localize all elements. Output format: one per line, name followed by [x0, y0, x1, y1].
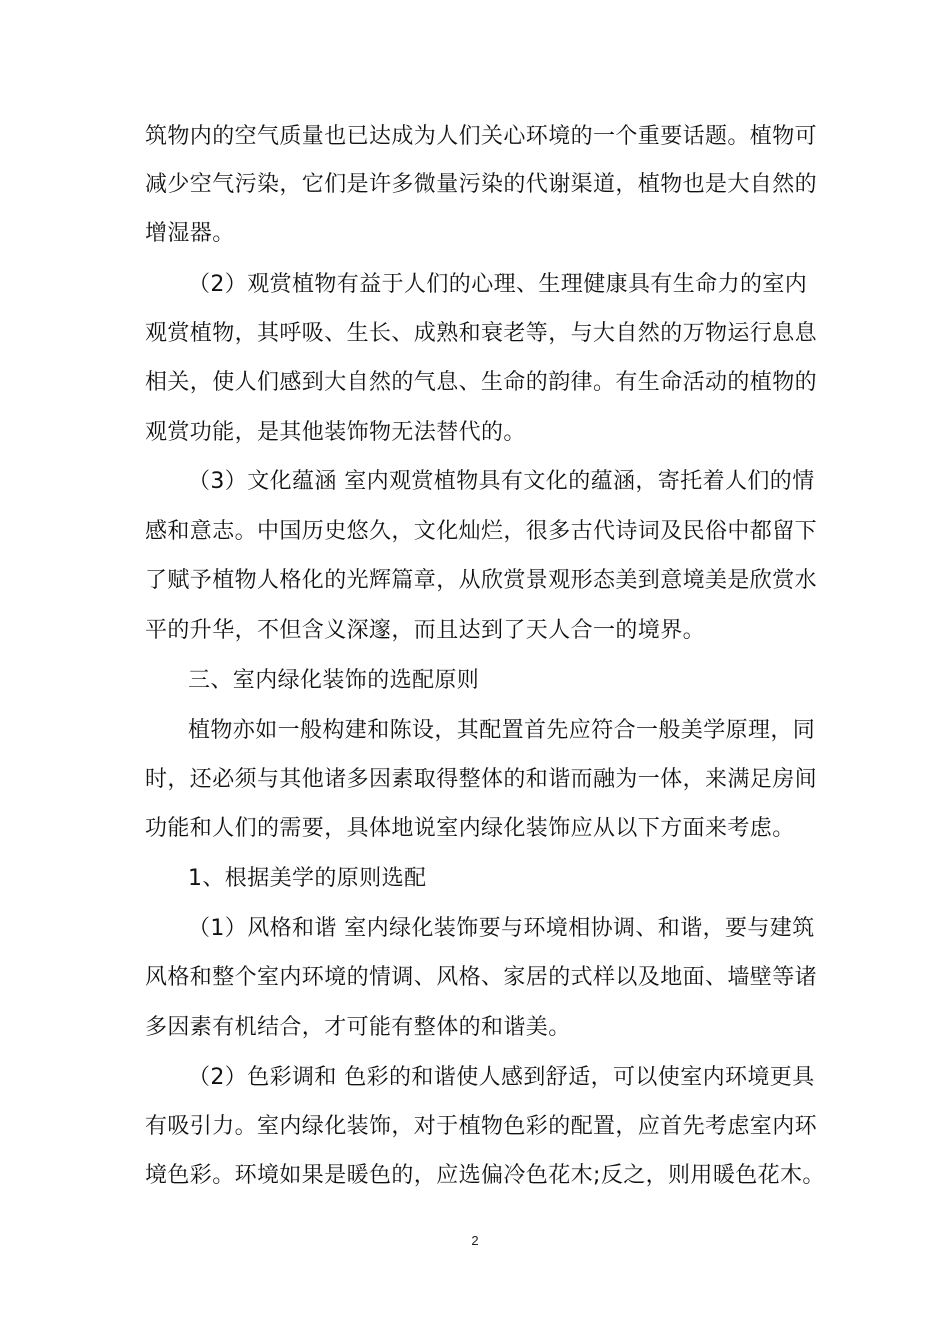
- subsection-heading: 1、根据美学的原则选配: [188, 866, 427, 891]
- text-line: 增湿器。: [145, 221, 235, 246]
- page-number: 2: [471, 1233, 479, 1248]
- text-line: 相关，使人们感到大自然的气息、生命的韵律。有生命活动的植物的: [145, 370, 818, 395]
- text-line: 观赏功能，是其他装饰物无法替代的。: [145, 420, 526, 445]
- section-heading: 三、室内绿化装饰的选配原则: [188, 668, 480, 693]
- text-line: 境色彩。环境如果是暖色的，应选偏冷色花木;反之，则用暖色花木。: [145, 1163, 825, 1188]
- text-line: 了赋予植物人格化的光辉篇章，从欣赏景观形态美到意境美是欣赏水: [145, 568, 818, 593]
- text-line: 时，还必须与其他诸多因素取得整体的和谐而融为一体，来满足房间: [145, 767, 818, 792]
- text-line: 平的升华，不但含义深邃，而且达到了天人合一的境界。: [145, 618, 706, 643]
- text-line: 观赏植物，其呼吸、生长、成熟和衰老等，与大自然的万物运行息息: [145, 321, 818, 346]
- text-line: （2）观赏植物有益于人们的心理、生理健康具有生命力的室内: [188, 272, 808, 297]
- text-line: 有吸引力。室内绿化装饰，对于植物色彩的配置，应首先考虑室内环: [145, 1114, 818, 1139]
- text-line: 减少空气污染，它们是许多微量污染的代谢渠道，植物也是大自然的: [145, 172, 818, 197]
- text-line: 感和意志。中国历史悠久，文化灿烂，很多古代诗词及民俗中都留下: [145, 519, 818, 544]
- text-line: 筑物内的空气质量也已达成为人们关心环境的一个重要话题。植物可: [145, 124, 818, 149]
- text-line: 多因素有机结合，才可能有整体的和谐美。: [145, 1015, 571, 1040]
- text-line: 植物亦如一般构建和陈设，其配置首先应符合一般美学原理，同: [188, 718, 816, 743]
- text-line: 功能和人们的需要，具体地说室内绿化装饰应从以下方面来考虑。: [145, 816, 795, 841]
- text-line: （1）风格和谐 室内绿化装饰要与环境相协调、和谐，要与建筑: [188, 916, 815, 941]
- text-line: 风格和整个室内环境的情调、风格、家居的式样以及地面、墙壁等诸: [145, 965, 818, 990]
- text-line: （2）色彩调和 色彩的和谐使人感到舒适，可以使室内环境更具: [188, 1065, 815, 1090]
- text-line: （3）文化蕴涵 室内观赏植物具有文化的蕴涵，寄托着人们的情: [188, 469, 815, 494]
